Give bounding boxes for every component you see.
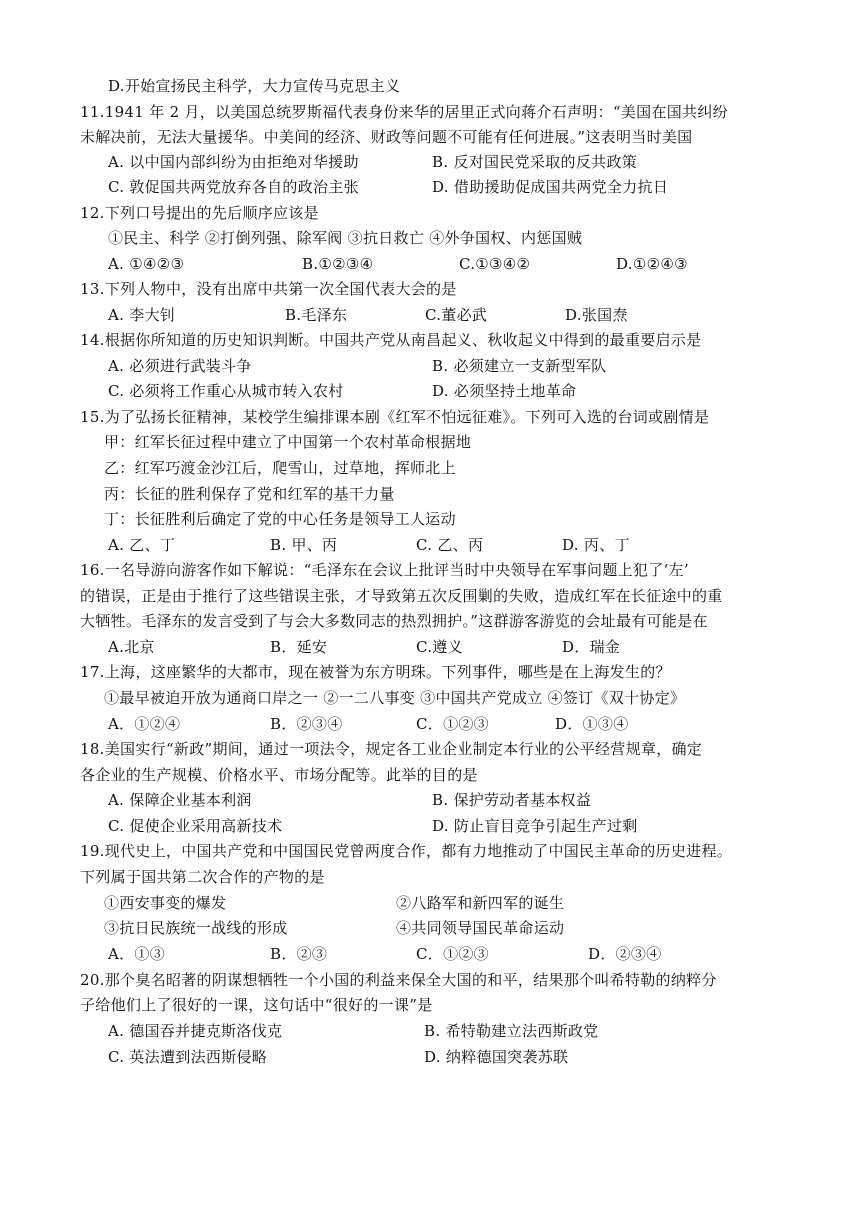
q14-stem: 14.根据你所知道的历史知识判断。中国共产党从南昌起义、秋收起义中得到的最重要启示是 xyxy=(80,331,702,349)
q19-item-2: ②八路军和新四军的诞生 xyxy=(396,894,565,912)
q15-item-yi: 乙：红军巧渡金沙江后，爬雪山，过草地，挥师北上 xyxy=(104,459,456,477)
q18-stem-line2: 各企业的生产规模、价格水平、市场分配等。此举的目的是 xyxy=(80,766,478,784)
q15-option-c: C. 乙、丙 xyxy=(416,536,484,554)
q18-option-d: D. 防止盲目竞争引起生产过剩 xyxy=(432,817,638,835)
q13-option-a: A. 李大钊 xyxy=(108,306,176,324)
q18-stem-line1: 18.美国实行“新政”期间，通过一项法令，规定各工业企业制定本行业的公平经营规章，确定 xyxy=(80,740,703,758)
q11-stem-line2: 未解决前，无法大量援华。中美间的经济、财政等问题不可能有任何进展。”这表明当时美国 xyxy=(80,128,693,146)
q19-stem-line2: 下列属于国共第二次合作的产物的是 xyxy=(80,868,325,886)
q17-items: ①最早被迫开放为通商口岸之一 ②一二八事变 ③中国共产党成立 ④签订《双十协定》 xyxy=(104,689,686,707)
q12-option-d: D.①②④③ xyxy=(616,255,688,273)
q19-stem-line1: 19.现代史上，中国共产党和中国国民党曾两度合作，都有力地推动了中国民主革命的历史进程。 xyxy=(80,842,733,860)
q13-option-d: D.张国焘 xyxy=(565,306,628,324)
q14-option-c: C. 必须将工作重心从城市转入农村 xyxy=(108,382,344,400)
q17-option-a: A．①②④ xyxy=(108,715,181,733)
q16-option-a: A.北京 xyxy=(108,638,155,656)
q11-option-a: A. 以中国内部纠纷为由拒绝对华援助 xyxy=(108,153,359,171)
q15-item-jia: 甲：红军长征过程中建立了中国第一个农村革命根据地 xyxy=(104,433,472,451)
q16-stem-line3: 大牺牲。毛泽东的发言受到了与会大多数同志的热烈拥护。”这群游客游览的会址最有可能是在 xyxy=(80,612,708,630)
q20-option-b: B. 希特勒建立法西斯政党 xyxy=(424,1022,599,1040)
q19-item-1: ①西安事变的爆发 xyxy=(104,894,227,912)
q13-option-c: C.董必武 xyxy=(425,306,488,324)
q13-option-b: B.毛泽东 xyxy=(285,306,348,324)
q18-option-a: A. 保障企业基本利润 xyxy=(108,791,252,809)
q17-stem: 17.上海，这座繁华的大都市，现在被誉为东方明珠。下列事件，哪些是在上海发生的？ xyxy=(80,663,671,681)
q14-option-a: A. 必须进行武装斗争 xyxy=(108,357,252,375)
q14-option-b: B. 必须建立一支新型军队 xyxy=(432,357,607,375)
q19-item-3: ③抗日民族统一战线的形成 xyxy=(104,919,288,937)
q15-stem: 15.为了弘扬长征精神，某校学生编排课本剧《红军不怕远征难》。下列可入选的台词或剧情是 xyxy=(80,408,710,426)
q15-option-b: B. 甲、丙 xyxy=(270,536,338,554)
q11-option-c: C. 敦促国共两党放弃各自的政治主张 xyxy=(108,178,359,196)
q20-stem-line1: 20.那个臭名昭著的阴谋想牺牲一个小国的利益来保全大国的和平，结果那个叫希特勒的纳粹分 xyxy=(80,971,717,989)
q16-option-b: B．延安 xyxy=(270,638,328,656)
q11-stem-line1: 11.1941 年 2 月，以美国总统罗斯福代表身份来华的居里正式向蒋介石声明：“美国在国共纠纷 xyxy=(80,103,728,121)
q20-option-c: C. 英法遭到法西斯侵略 xyxy=(108,1048,268,1066)
q20-stem-line2: 子给他们上了很好的一课，这句话中“很好的一课”是 xyxy=(80,996,433,1014)
q15-item-bing: 丙：长征的胜利保存了党和红军的基干力量 xyxy=(104,485,395,503)
q19-option-b: B．②③ xyxy=(270,945,328,963)
q20-option-d: D. 纳粹德国突袭苏联 xyxy=(424,1048,569,1066)
q13-stem: 13.下列人物中，没有出席中共第一次全国代表大会的是 xyxy=(80,280,457,298)
q18-option-c: C. 促使企业采用高新技术 xyxy=(108,817,283,835)
q16-stem-line2: 的错误，正是由于推行了这些错误主张，才导致第五次反围剿的失败，造成红军在长征途中的重 xyxy=(80,587,723,605)
q17-option-c: C．①②③ xyxy=(416,715,489,733)
q16-option-d: D．瑞金 xyxy=(562,638,621,656)
q17-option-d: D．①③④ xyxy=(555,715,629,733)
q11-option-b: B. 反对国民党采取的反共政策 xyxy=(432,153,638,171)
q15-option-a: A. 乙、丁 xyxy=(108,536,176,554)
q16-option-c: C.遵义 xyxy=(416,638,463,656)
q19-option-c: C．①②③ xyxy=(416,945,489,963)
q19-option-d: D．②③④ xyxy=(588,945,662,963)
q15-option-d: D. 丙、丁 xyxy=(562,536,630,554)
q11-option-d: D. 借助援助促成国共两党全力抗日 xyxy=(432,178,669,196)
q12-option-c: C.①③④② xyxy=(459,255,531,273)
q12-items: ①民主、科学 ②打倒列强、除军阀 ③抗日救亡 ④外争国权、内惩国贼 xyxy=(108,229,583,247)
q19-item-4: ④共同领导国民革命运动 xyxy=(396,919,565,937)
q12-option-b: B.①②③④ xyxy=(302,255,374,273)
q20-option-a: A. 德国吞并捷克斯洛伐克 xyxy=(108,1022,283,1040)
q19-option-a: A．①③ xyxy=(108,945,166,963)
q12-option-a: A. ①④②③ xyxy=(108,255,185,273)
q10-option-d: D.开始宣扬民主科学，大力宣传马克思主义 xyxy=(108,77,401,95)
q16-stem-line1: 16.一名导游向游客作如下解说：“毛泽东在会议上批评当时中央领导在军事问题上犯了‘左’ xyxy=(80,561,689,579)
q12-stem: 12.下列口号提出的先后顺序应该是 xyxy=(80,204,319,222)
q18-option-b: B. 保护劳动者基本权益 xyxy=(432,791,592,809)
q15-item-ding: 丁：长征胜利后确定了党的中心任务是领导工人运动 xyxy=(104,510,456,528)
q17-option-b: B．②③④ xyxy=(270,715,343,733)
q14-option-d: D. 必须坚持土地革命 xyxy=(432,382,577,400)
